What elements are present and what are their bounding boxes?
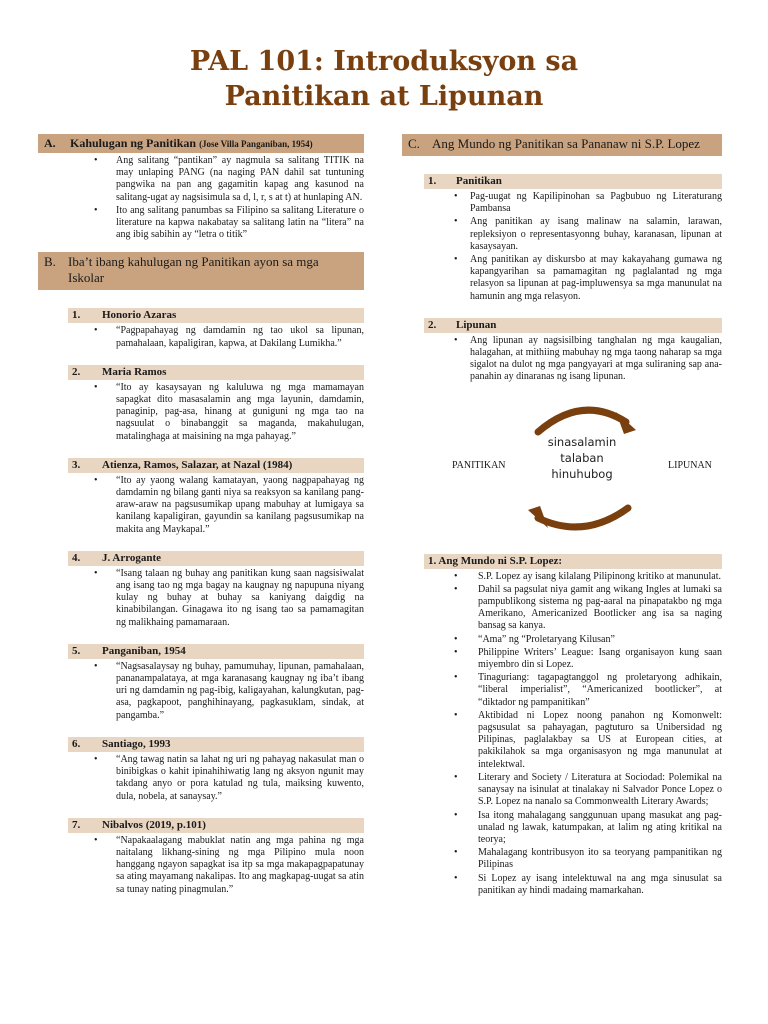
- scholar-4-num: 4.: [72, 551, 81, 564]
- scholar-5-header: [68, 644, 364, 659]
- panitikan-list: [402, 191, 722, 303]
- page-title: [0, 44, 768, 114]
- scholar-6-num: 6.: [72, 737, 81, 750]
- lipunan-num: 2.: [428, 318, 437, 331]
- section-c-header: [402, 134, 722, 156]
- lipunan-list: [402, 335, 722, 384]
- section-b-letter: B.: [44, 254, 56, 270]
- section-a-list: [38, 155, 364, 241]
- panitikan-header: [424, 174, 722, 189]
- list-item: • Ang panitikan ay diskursbo at may kakayahang gumawa ng kapangyarihan sa pamamagitan ng paglalantad ng mga relasyon sa lipunan at pag-impluwensya sa mga manunulat na hamunin ang mga relasyon.: [402, 254, 722, 303]
- list-item: • Dahil sa pagsulat niya gamit ang wikang Ingles at lumaki sa pampublikong sistema ng pag-aaral na pinapatakbo ng mga Amerikano, Americanized Bootlicker ang isa sa naging bansag sa kanya.: [402, 584, 722, 633]
- right-column: [402, 134, 722, 898]
- scholar-1-num: 1.: [72, 309, 81, 322]
- section-b-header: [38, 252, 364, 290]
- lipunan-header: [424, 318, 722, 333]
- diagram-word-2: talaban: [560, 450, 604, 465]
- title-line-1: PAL 101: Introduksyon sa: [189, 46, 579, 77]
- list-item: • Tinaguriang: tagapagtanggol ng proletaryong adhikain, “liberal imperialist”, “Americanized bootlicker”, at “diktador ng pampanitikan”: [402, 672, 722, 709]
- list-item: • Aktibidad ni Lopez noong panahon ng Komonwelt: pagsusulat sa pahayagan, pagtuturo sa Unibersidad ng Pilipinas, paglalakbay sa US at European cities, at pakikilahok sa mga organisasyon ng mga manunulat at intelektwal.: [402, 710, 722, 771]
- left-column: [38, 134, 364, 897]
- list-item: • Pag-uugat ng Kapilipinohan sa Pagbubuo ng Literaturang Pambansa: [402, 191, 722, 215]
- title-line-2: Panitikan at Lipunan: [224, 81, 544, 112]
- list-item: • Ito ang salitang panumbas sa Filipino sa salitang Literature o literature na kapwa nakabatay sa salitang latin na “litera” na ang ibig sabihin ay “letra o titik”: [38, 205, 364, 242]
- top-arrowhead: [616, 412, 636, 434]
- scholar-7-num: 7.: [72, 818, 81, 831]
- section-a-header: [38, 134, 364, 153]
- diagram-word-1: sinasalamin: [547, 434, 617, 449]
- list-item: • “Ama” ng “Proletaryang Kilusan”: [402, 634, 722, 646]
- list-item: • “Ito ay yaong walang kamatayan, yaong nagpapahayag ng damdamin ng bilang ganti niya sa reaksyon sa kanilang pang-araw-araw na pagsusumikap upang mabuhay at lumigaya sa kanilang kapaligiran, gayundin sa kanilang pagsusumikap na makita ang Maykapal.”: [38, 475, 364, 536]
- scholar-3-num: 3.: [72, 458, 81, 471]
- list-item: • Literary and Society / Literatura at Sociodad: Polemikal na sanaysay na isinulat at tinalakay ni Salvador Ponce Lopez o S.P. Lopez na nanalo sa Commonwealth Literary Awards;: [402, 772, 722, 809]
- list-item: • “Ito ay kasaysayan ng kaluluwa ng mga mamamayan sapagkat dito masasalamin ang mga layunin, damdamin, panaginip, pag-asa, hinang at guniguni ng mga tao na nagsuulat o binabanggit sa maganda, makahulugan, matalinghaga at maisining na mga pahayag.”: [38, 382, 364, 443]
- lipunan-title: Lipunan: [456, 318, 497, 331]
- section-c-letter: C.: [408, 136, 420, 151]
- scholar-5-name: Panganiban, 1954: [102, 644, 186, 657]
- scholar-4-name: J. Arrogante: [102, 551, 162, 564]
- list-item: • “Napakaalagang mabuklat natin ang mga pahina ng mga naitalang likhang-sining ng mga Pilipino mula noon hanggang ngayon sapagkat isa itp sa mga makapagpapatunay sa ating mayamang nakalipas. Ito ang magkapag-uugat sa atin sa tunay nating pinagmulan.”: [38, 835, 364, 896]
- diagram-label-lipunan: LIPUNAN: [668, 459, 712, 471]
- section-a-letter: A.: [44, 136, 56, 150]
- list-item: • S.P. Lopez ay isang kilalang Pilipinong kritiko at manunulat.: [402, 571, 722, 583]
- panitikan-title: Panitikan: [456, 175, 502, 187]
- diagram-label-panitikan: PANITIKAN: [452, 459, 506, 471]
- scholar-6-header: [68, 737, 364, 752]
- scholar-7-header: [68, 818, 364, 833]
- relationship-diagram: [402, 390, 722, 540]
- scholar-3-name: Atienza, Ramos, Salazar, at Nazal (1984): [102, 458, 293, 471]
- scholar-3-header: [68, 458, 364, 473]
- section-b-title: Iba’t ibang kahulugan ng Panitikan ayon sa mga Iskolar: [68, 254, 319, 286]
- section-a-source: (Jose Villa Panganiban, 1954): [199, 139, 313, 149]
- list-item: • “Isang talaan ng buhay ang panitikan kung saan nagsisiwalat ang isang tao ng mga bagay na kaugnay ng napupuna niyang kulay ng buhay at buhay sa kaniyang daigdig na kinabibilangan. Ginagawa ito ng isang tao sa pamamagitan ng malikhaing pamamaraan.: [38, 568, 364, 629]
- list-item: • “Ang tawag natin sa lahat ng uri ng pahayag nakasulat man o binibigkas o kahit ipinahihiwatig lang ng aksyon ngunit may takdang anyo or pora katulad ng tula, maiksing kuwento, dula, nobela, at sanaysay.”: [38, 754, 364, 803]
- list-item: • Ang lipunan ay nagsisilbing tanghalan ng mga kaugalian, halagahan, at mithiing mabuhay ng mga taong naharap sa mga sigalot na dulot ng mga pangyayari at mga suliraning sap ana-panahin ay dinaranas ng isang lipunan.: [402, 335, 722, 384]
- top-arrow: [538, 410, 626, 432]
- section-a-title: Kahulugan ng Panitikan: [70, 136, 197, 150]
- scholar-2-num: 2.: [72, 365, 81, 378]
- list-item: • “Nagsasalaysay ng buhay, pamumuhay, lipunan, pamahalaan, pananampalataya, at mga karanasang kaugnay ng iba’t ibang uri ng damdamin ng pag-ibig, kaligayahan, kalungkutan, pag-asa, pagkapoot, panghihinayang, pagkasuklam, sindak, at pangamba.”: [38, 661, 364, 722]
- list-item: • Isa itong mahalagang sanggunuan upang masukat ang pag-unalad ng lawak, katumpakan, at lalim ng ating kritikal na teorya;: [402, 810, 722, 847]
- bottom-arrowhead: [528, 506, 548, 528]
- scholar-2-header: [68, 365, 364, 380]
- scholar-7-name: Nibalvos (2019, p.101): [102, 818, 206, 831]
- diagram-word-3: hinuhubog: [551, 466, 613, 481]
- list-item: • Si Lopez ay isang intelektuwal na ang mga sinusulat sa panitikan ay hindi madaing mamarkahan.: [402, 873, 722, 897]
- scholar-5-num: 5.: [72, 644, 81, 657]
- lopez-list: [402, 571, 722, 897]
- diagram-center-text: [532, 434, 632, 482]
- bottom-arrow: [538, 508, 628, 527]
- scholar-1-name: Honorio Azaras: [102, 309, 177, 322]
- list-item: • Ang panitikan ay isang malinaw na salamin, larawan, repleksiyon o representasyonng buhay, karanasan, lipunan at kasaysayan.: [402, 216, 722, 253]
- list-item: • “Pagpapahayag ng damdamin ng tao ukol sa lipunan, pamahalaan, kapaligiran, kapwa, at Dakilang Lumikha.”: [38, 325, 364, 349]
- panitikan-num: 1.: [428, 175, 437, 187]
- list-item: • Mahalagang kontribusyon ito sa teoryang pampanitikan ng Pilipinas: [402, 847, 722, 871]
- scholar-1-header: [68, 308, 364, 323]
- list-item: • Philippine Writers’ League: Isang organisayon kung saan miyembro din si Lopez.: [402, 647, 722, 671]
- section-c-title: Ang Mundo ng Panitikan sa Pananaw ni S.P. Lopez: [432, 136, 700, 151]
- list-item: • Ang salitang “pantikan” ay nagmula sa salitang TITIK na may unlaping PANG (na naging PAN dahil sat tuntuning pangwika na pan ang gagamitin kapag ang kasunod na salitang-ugat ay nagsisimula sa d, l, r, s at t) at hunlaping AN.: [38, 155, 364, 204]
- scholar-6-name: Santiago, 1993: [102, 737, 171, 750]
- scholar-2-name: Maria Ramos: [102, 365, 167, 378]
- lopez-header: 1. Ang Mundo ni S.P. Lopez:: [424, 554, 722, 569]
- scholar-4-header: [68, 551, 364, 566]
